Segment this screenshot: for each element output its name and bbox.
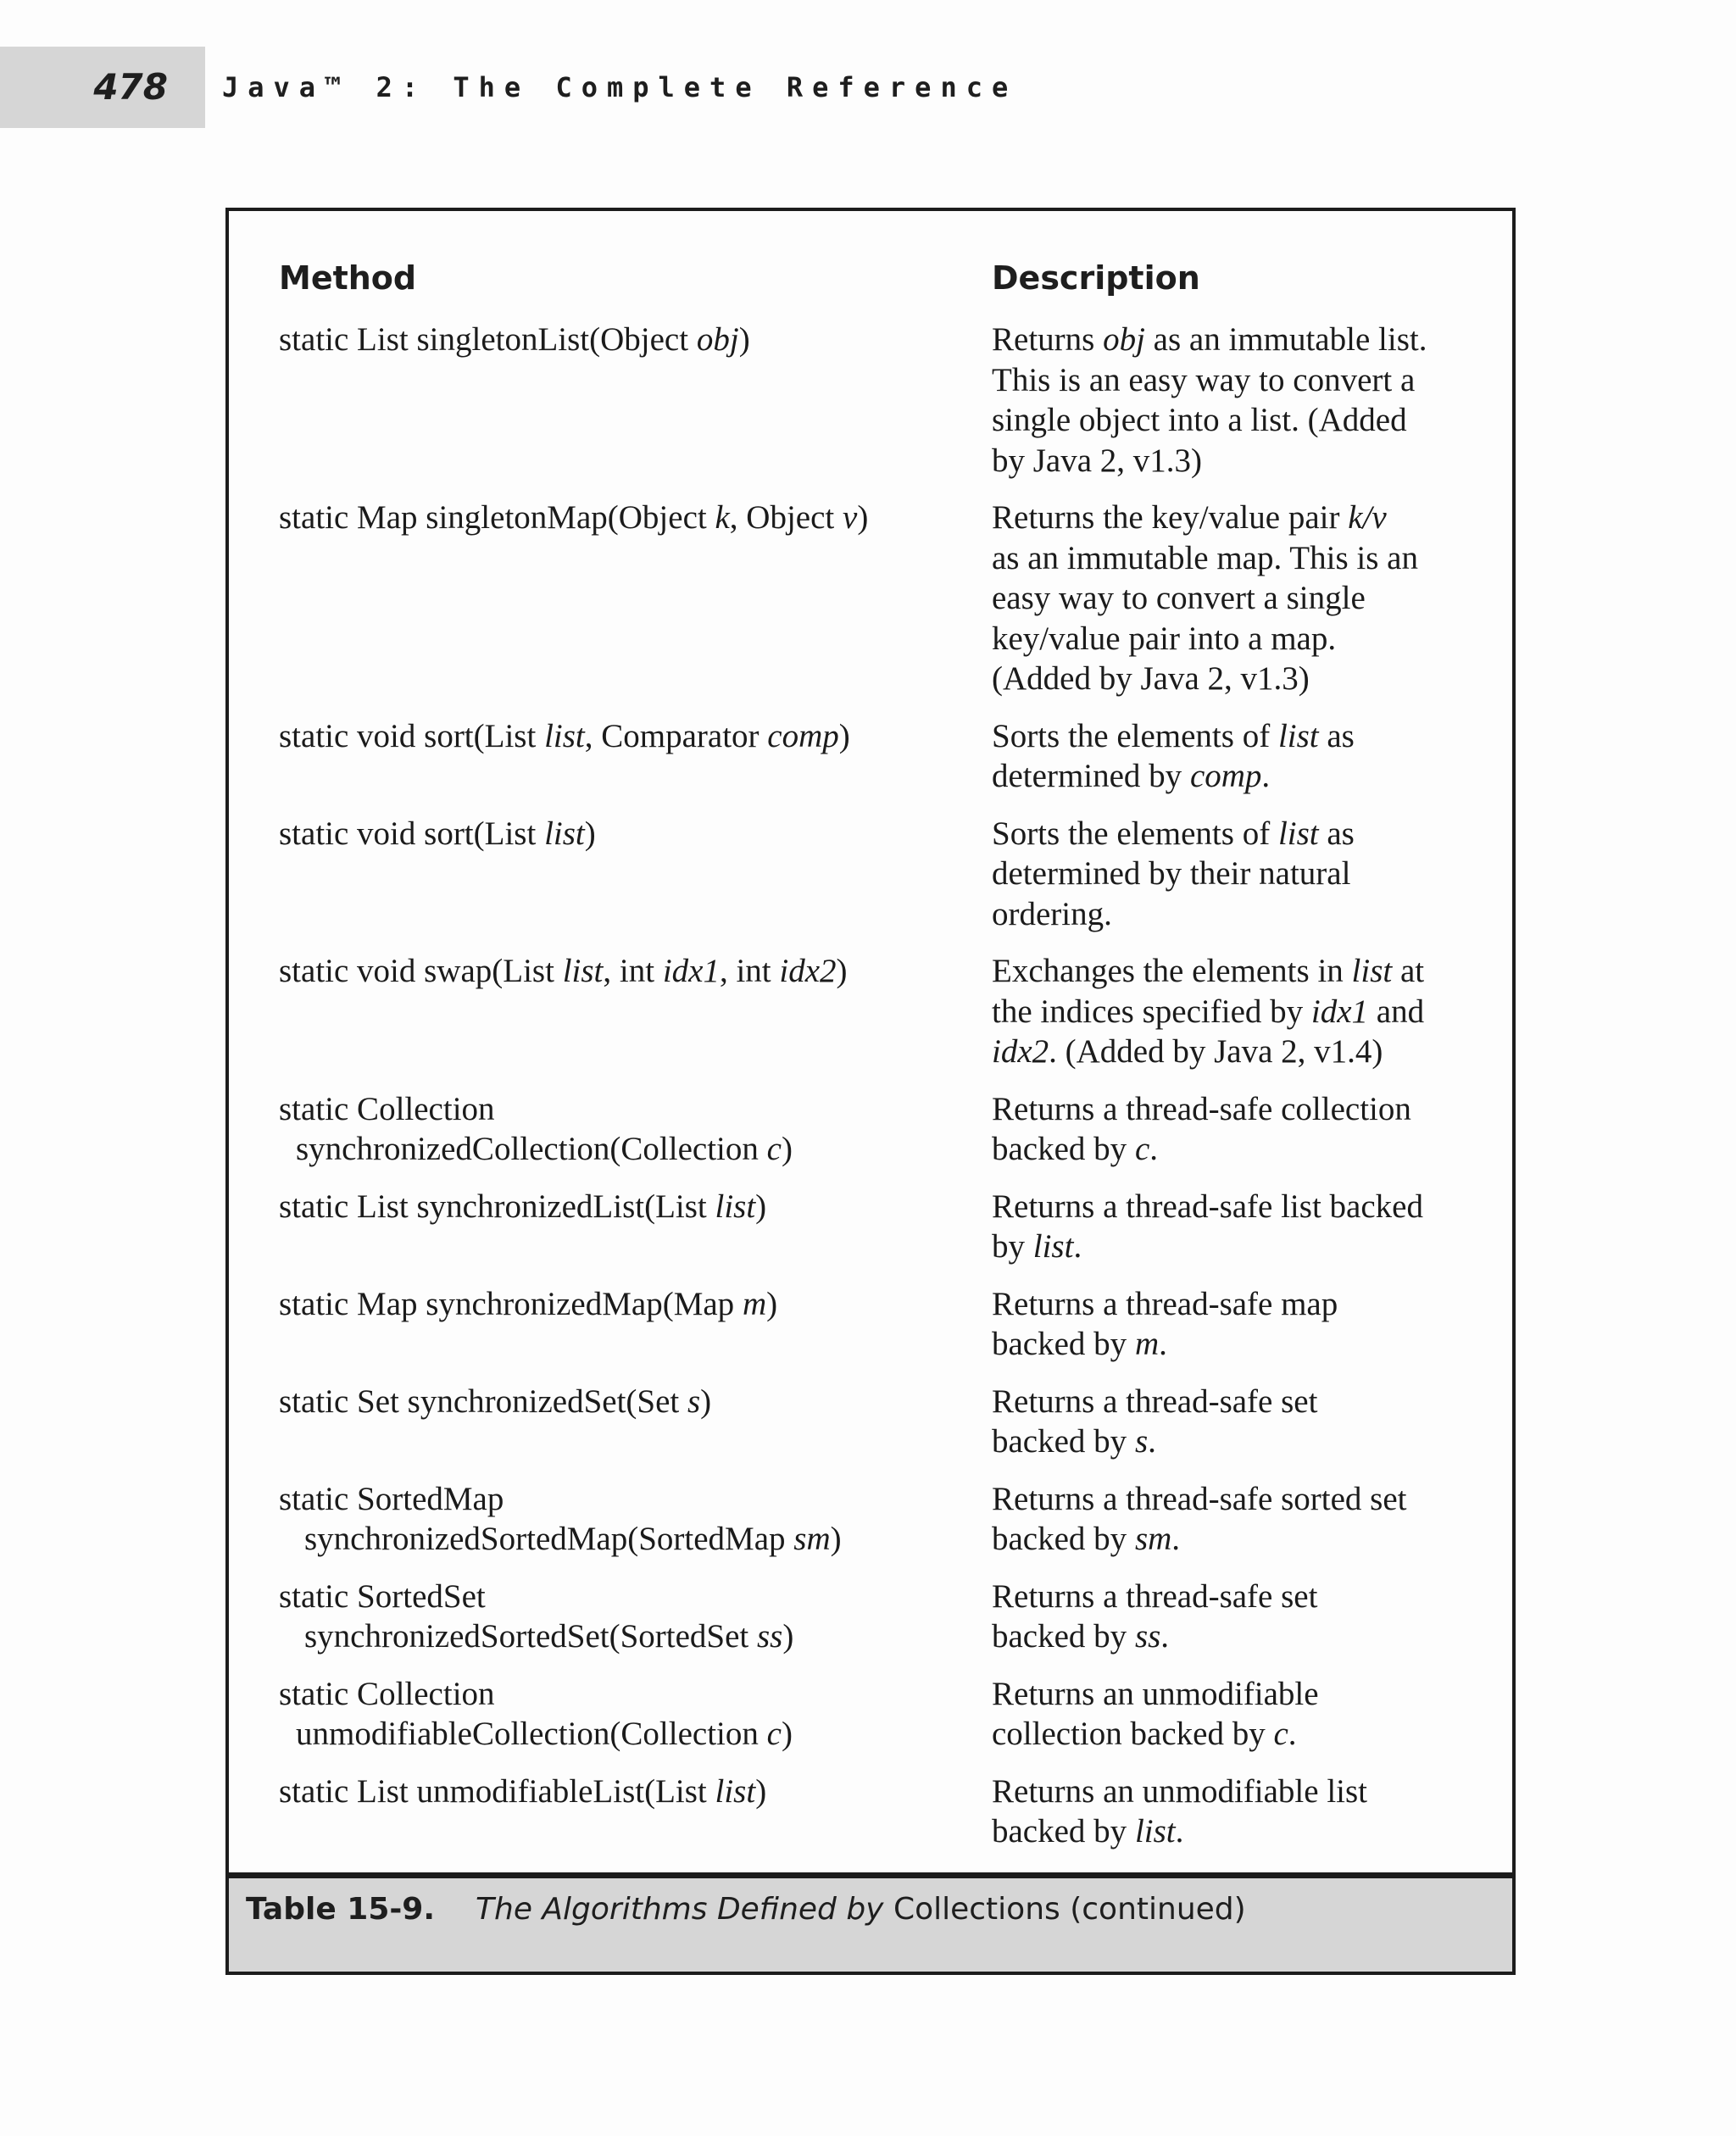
description-line: the indices specified by idx1 and — [992, 993, 1425, 1030]
description-line: backed by s. — [992, 1423, 1156, 1460]
table-row — [279, 1284, 1491, 1365]
description-line: as an immutable map. This is an — [992, 539, 1418, 576]
description-line: idx2. (Added by Java 2, v1.4) — [992, 1033, 1383, 1070]
column-header-description: Description — [992, 259, 1200, 297]
method-line: static SortedSet — [279, 1577, 486, 1615]
method-description — [992, 1772, 1483, 1852]
column-header-method: Method — [279, 259, 417, 297]
table-row — [279, 1479, 1491, 1560]
description-line: determined by their natural — [992, 855, 1351, 892]
method-line: static Collection — [279, 1090, 495, 1127]
description-line: backed by m. — [992, 1326, 1167, 1362]
method-line: static SortedMap — [279, 1480, 504, 1517]
method-line: static List singletonList(Object obj) — [279, 321, 750, 358]
method-description — [992, 1187, 1483, 1267]
method-signature — [279, 1772, 992, 1852]
description-line: by list. — [992, 1228, 1082, 1265]
table-row — [279, 1772, 1491, 1852]
description-line: Returns a thread-safe map — [992, 1285, 1338, 1322]
method-signature — [279, 1089, 992, 1170]
running-title: Java™ 2: The Complete Reference — [222, 71, 1018, 103]
description-line: collection backed by c. — [992, 1716, 1297, 1752]
table-rows — [279, 320, 1491, 1869]
table-caption-bar — [229, 1872, 1512, 1972]
method-description — [992, 1284, 1483, 1365]
method-signature — [279, 1382, 992, 1462]
table-row — [279, 716, 1491, 797]
method-signature — [279, 814, 992, 935]
method-description — [992, 1577, 1483, 1657]
description-line: Sorts the elements of list as — [992, 717, 1355, 754]
caption-class-name: Collections — [893, 1892, 1060, 1927]
table-row — [279, 1089, 1491, 1170]
description-line: Exchanges the elements in list at — [992, 953, 1425, 989]
method-description — [992, 1479, 1483, 1560]
table-row — [279, 498, 1491, 699]
method-line: static Collection — [279, 1675, 495, 1712]
method-description — [992, 498, 1483, 699]
method-line: synchronizedSortedSet(SortedSet ss) — [304, 1618, 794, 1655]
method-description — [992, 320, 1483, 481]
description-line: key/value pair into a map. — [992, 620, 1337, 657]
description-line: Returns a thread-safe sorted set — [992, 1480, 1407, 1517]
method-line: static Set synchronizedSet(Set s) — [279, 1382, 712, 1420]
caption-suffix: (continued) — [1070, 1892, 1246, 1927]
method-signature — [279, 1187, 992, 1267]
method-line: synchronizedCollection(Collection c) — [296, 1131, 793, 1167]
description-line: by Java 2, v1.3) — [992, 442, 1203, 479]
caption-title: The Algorithms Defined by — [476, 1892, 884, 1927]
method-signature — [279, 951, 992, 1072]
table-row — [279, 1577, 1491, 1657]
table-row — [279, 1187, 1491, 1267]
description-line: Returns obj as an immutable list. — [992, 321, 1427, 358]
method-signature — [279, 1479, 992, 1560]
description-line: ordering. — [992, 895, 1112, 932]
description-line: backed by sm. — [992, 1521, 1181, 1557]
table-row — [279, 814, 1491, 935]
method-line: static Map singletonMap(Object k, Object v) — [279, 499, 869, 536]
method-description — [992, 1674, 1483, 1755]
description-line: Sorts the elements of list as — [992, 815, 1355, 852]
table-row — [279, 1674, 1491, 1755]
method-signature — [279, 498, 992, 699]
description-line: Returns a thread-safe set — [992, 1577, 1318, 1615]
description-line: This is an easy way to convert a — [992, 361, 1416, 398]
method-line: static List synchronizedList(List list) — [279, 1188, 767, 1225]
description-line: easy way to convert a single — [992, 580, 1366, 616]
method-signature — [279, 1674, 992, 1755]
caption-number: Table 15-9. — [246, 1892, 436, 1927]
description-line: single object into a list. (Added — [992, 402, 1407, 438]
method-line: static void sort(List list) — [279, 815, 596, 852]
method-line: static void sort(List list, Comparator comp) — [279, 717, 850, 754]
table-row — [279, 1382, 1491, 1462]
method-signature — [279, 1284, 992, 1365]
page-number: 478 — [93, 66, 168, 108]
method-description — [992, 1089, 1483, 1170]
method-line: synchronizedSortedMap(SortedMap sm) — [304, 1521, 842, 1557]
description-line: backed by c. — [992, 1131, 1158, 1167]
table-caption — [246, 1888, 1246, 1931]
algorithms-table — [225, 208, 1516, 1975]
description-line: (Added by Java 2, v1.3) — [992, 660, 1310, 697]
description-line: Returns an unmodifiable — [992, 1675, 1319, 1712]
description-line: Returns a thread-safe list backed — [992, 1188, 1423, 1225]
description-line: Returns an unmodifiable list — [992, 1772, 1368, 1810]
method-description — [992, 716, 1483, 797]
method-signature — [279, 1577, 992, 1657]
page-header — [0, 0, 1736, 127]
method-line: static Map synchronizedMap(Map m) — [279, 1285, 778, 1322]
table-row — [279, 320, 1491, 481]
description-line: backed by ss. — [992, 1618, 1170, 1655]
description-line: Returns a thread-safe collection — [992, 1090, 1411, 1127]
method-line: static List unmodifiableList(List list) — [279, 1772, 767, 1810]
method-description — [992, 814, 1483, 935]
method-description — [992, 951, 1483, 1072]
description-line: Returns the key/value pair k/v — [992, 499, 1387, 536]
description-line: backed by list. — [992, 1813, 1184, 1850]
description-line: Returns a thread-safe set — [992, 1382, 1318, 1420]
method-signature — [279, 716, 992, 797]
description-line: determined by comp. — [992, 758, 1271, 794]
method-line: unmodifiableCollection(Collection c) — [296, 1716, 793, 1752]
table-row — [279, 951, 1491, 1072]
method-line: static void swap(List list, int idx1, int idx2) — [279, 953, 848, 989]
method-signature — [279, 320, 992, 481]
method-description — [992, 1382, 1483, 1462]
